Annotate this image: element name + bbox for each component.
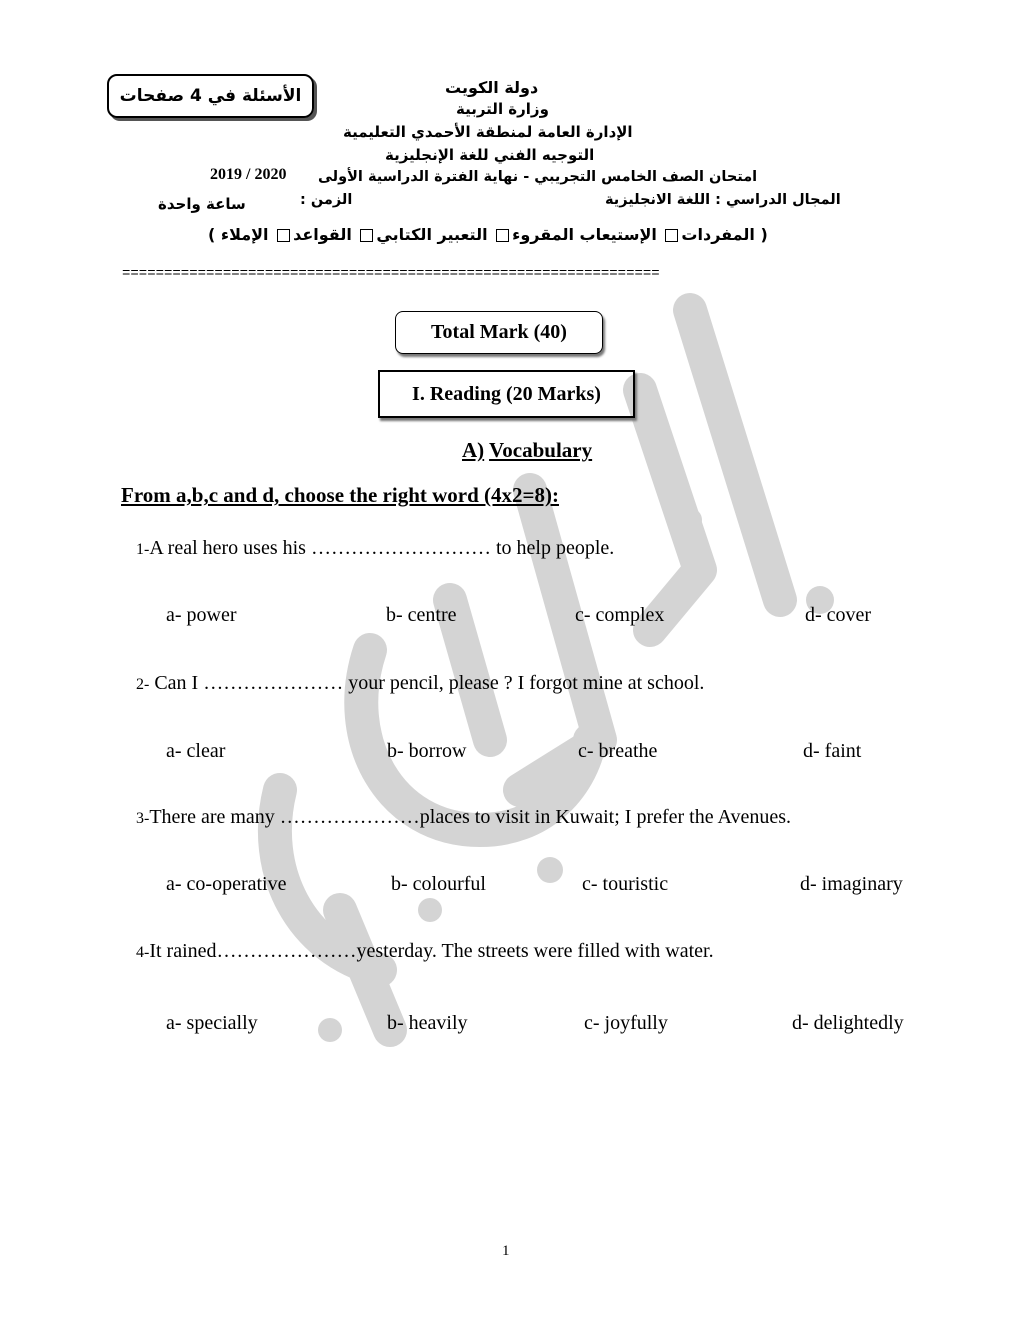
question-number: 3-	[136, 810, 150, 827]
option-2a: a- clear	[166, 740, 226, 762]
option-1a: a- power	[166, 604, 237, 626]
separator-line: ================================================================	[122, 266, 660, 282]
question-number: 2-	[136, 676, 150, 693]
option-3d: d- imaginary	[800, 873, 903, 895]
header-country: دولة الكويت	[445, 78, 539, 97]
header-exam-title: امتحان الصف الخامس التجريبي - نهاية الفترة الدراسية الأولى	[318, 169, 758, 185]
pages-count-text: الأسئلة في 4 صفحات	[119, 86, 302, 106]
skill-checkbox	[360, 229, 373, 242]
question-number: 4-	[136, 944, 150, 961]
section-title: Vocabulary	[489, 438, 593, 462]
option-1c: c- complex	[575, 604, 665, 626]
option-4a: a- specially	[166, 1012, 258, 1034]
question-text: A real hero uses his ……………………… to help people.	[149, 537, 615, 559]
question-text: It rained…………………yesterday. The streets were filled with water.	[149, 940, 714, 962]
section-letter: A)	[462, 438, 485, 462]
option-2d: d- faint	[803, 740, 862, 762]
option-3b: b- colourful	[391, 873, 486, 895]
option-3c: c- touristic	[582, 873, 669, 895]
question-2	[136, 672, 704, 695]
question-1	[136, 537, 614, 560]
option-4c: c- joyfully	[584, 1012, 668, 1034]
option-3a: a- co-operative	[166, 873, 287, 895]
option-1d: d- cover	[805, 604, 872, 626]
option-2b: b- borrow	[387, 740, 467, 762]
header-time-label: الزمن :	[300, 192, 353, 208]
question-text: There are many …………………places to visit in Kuwait; I prefer the Avenues.	[149, 806, 791, 828]
header-year: 2019 / 2020	[210, 166, 287, 183]
header-subject: المجال الدراسي : اللغة الانجليزية	[605, 192, 841, 208]
skill-grammar: القواعد	[293, 225, 352, 244]
total-mark-box	[395, 311, 603, 354]
question-text: Can I ………………… your pencil, please ? I forgot mine at school.	[149, 672, 705, 694]
section-heading	[462, 438, 592, 463]
option-4d: d- delightedly	[792, 1012, 904, 1034]
question-3	[136, 806, 791, 829]
instruction: From a,b,c and d, choose the right word (4x2=8):	[121, 483, 559, 507]
pages-count-box	[107, 74, 314, 118]
skill-checkbox	[496, 229, 509, 242]
header-ministry: وزارة التربية	[456, 100, 549, 118]
skill-vocabulary: المفردات	[681, 225, 755, 244]
reading-heading-box	[378, 370, 635, 418]
reading-heading-text: I. Reading (20 Marks)	[412, 382, 601, 405]
option-1b: b- centre	[386, 604, 457, 626]
option-4b: b- heavily	[387, 1012, 468, 1034]
skill-reading: الإستيعاب المقروء	[512, 225, 657, 244]
header-time-value: ساعة واحدة	[158, 195, 246, 213]
skill-dictation: الإملاء	[220, 225, 269, 244]
question-4	[136, 940, 714, 963]
question-number: 1-	[136, 541, 150, 558]
skill-writing: التعبير الكتابي	[376, 225, 488, 244]
option-2c: c- breathe	[578, 740, 658, 762]
page-number: 1	[502, 1243, 510, 1259]
header-directorate: الإدارة العامة لمنطقة الأحمدي التعليمية	[343, 123, 633, 141]
skill-checkbox	[277, 229, 290, 242]
header-supervision: التوجيه الفني للغة الإنجليزية	[385, 146, 595, 164]
header-skills: ( المفردات الإستيعاب المقروء التعبير الكتابي القواعد الإملاء )	[208, 225, 768, 244]
total-mark-text: Total Mark (40)	[431, 321, 567, 343]
skill-checkbox	[665, 229, 678, 242]
